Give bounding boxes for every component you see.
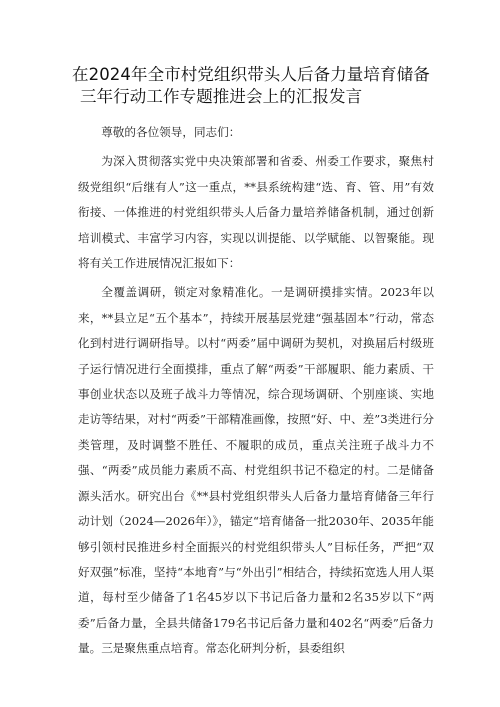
paragraph-survey: 全覆盖调研，锁定对象精准化。一是调研摸排实情。2023年以来，**县立足“五个基本”，持续开展基层党建“强基固本”行动，常态化到村进行调研指导。以村“两委”届中调研为契机，对换届后村级班子运行情况进行全面摸排，重点了解“两委”干部履职、能力素质、干事创业状态以及班子战斗力等情况，综合现场调研、个别座谈、实地走访等结果，对村“两委”干部精准画像，按照“好、中、差”3类进行分类管理，及时调整不胜任、不履职的成员，重点关注班子战斗力不强、“两委”成员能力素质不高、村党组织书记不稳定的村。二是储备源头活水。研究出台《**县村党组织带头人后备力量培育储备三年行动计划（2024—2026年）》，锚定“培育储备一批2030年、2035年能够引领村民推进乡村全面振兴的村党组织带头人”目标任务，严把“双好双强”标准，坚持“本地育”与“外出引”相结合，持续拓宽选人用人渠道，每村至少储备了1名45岁以下书记后备力量和2名35岁以下“两委”后备力量，全县共储备179名书记后备力量和402名“两委”后备力量。三是聚焦重点培育。常态化研判分析，县委组织: [78, 285, 434, 656]
title-line-2: 三年行动工作专题推进会上的汇报发言: [80, 87, 363, 106]
title-line-1: 在2024年全市村党组织带头人后备力量培育储备: [72, 65, 430, 84]
document-body: [78, 120, 434, 662]
salutation: 尊敬的各位领导，同志们：: [101, 125, 241, 139]
paragraph-intro: 为深入贯彻落实党中央决策部署和省委、州委工作要求，聚焦村级党组织“后继有人”这一重点，**县系统构建“选、育、管、用”有效衔接、一体推进的村党组织带头人后备力量培养储备机制，通过创新培训模式、丰富学习内容，实现以训提能、以学赋能、以智聚能。现将有关工作进展情况汇报如下：: [78, 154, 434, 271]
document-title: [72, 64, 452, 108]
